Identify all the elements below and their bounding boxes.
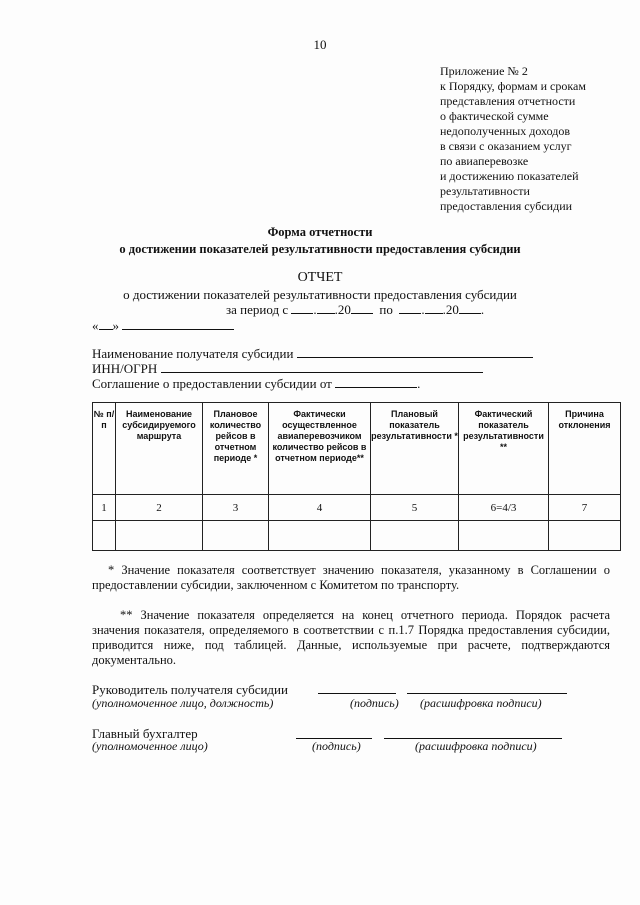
table-cell[interactable] [203, 521, 269, 551]
accountant-label: Главный бухгалтер [92, 726, 198, 741]
appendix-line: предоставления субсидии [440, 199, 573, 213]
period-year-prefix: .20 [334, 302, 351, 317]
head-signature-caption: (подпись) [350, 696, 399, 710]
accountant-note: (уполномоченное лицо) [92, 739, 208, 753]
agreement-end: . [417, 376, 421, 391]
head-signature-label: Руководитель получателя субсидии [92, 682, 288, 697]
appendix-line: и достижению показателей [440, 169, 579, 183]
table-cell[interactable] [116, 521, 203, 551]
period-to-day[interactable] [399, 302, 421, 314]
appendix-line: результативности [440, 184, 530, 198]
period-from-day[interactable] [291, 302, 313, 314]
head-decode-caption: (расшифровка подписи) [420, 696, 542, 710]
report-subtitle: о достижении показателей результативности предоставления субсидии [123, 287, 517, 302]
date-day-field[interactable] [99, 318, 113, 330]
head-decode-line[interactable] [407, 692, 567, 694]
head-signature-note: (уполномоченное лицо, должность) [92, 696, 274, 710]
appendix-line: представления отчетности [440, 94, 576, 108]
number-cell: 7 [549, 495, 621, 521]
head-signature-line[interactable] [318, 692, 396, 694]
form-title: Форма отчетности [267, 225, 373, 239]
appendix-line: недополученных доходов [440, 124, 570, 138]
table-header-row [93, 403, 621, 495]
period-from-month[interactable] [317, 302, 335, 314]
date-quote-open: « [92, 318, 99, 333]
period-end: . [480, 302, 485, 317]
inn-label: ИНН/ОГРН [92, 361, 158, 376]
appendix-line: в связи с оказанием услуг [440, 139, 572, 153]
appendix-line: о фактической сумме [440, 109, 549, 123]
number-cell: 6=4/3 [459, 495, 549, 521]
inn-row [92, 361, 483, 377]
accountant-decode-caption: (расшифровка подписи) [415, 739, 537, 753]
appendix-line: Приложение № 2 [440, 64, 528, 78]
report-table [92, 402, 621, 551]
recipient-label: Наименование получателя субсидии [92, 346, 294, 361]
table-number-row [93, 495, 621, 521]
table-cell[interactable] [371, 521, 459, 551]
table-cell[interactable] [269, 521, 371, 551]
form-subtitle: о достижении показателей результативности предоставления субсидии [119, 242, 521, 256]
agreement-date-field[interactable] [335, 376, 417, 388]
header-cell: Плановое количество рейсов в отчетном периоде * [203, 403, 269, 495]
report-date [92, 318, 234, 334]
number-cell: 2 [116, 495, 203, 521]
number-cell: 5 [371, 495, 459, 521]
header-cell: № п/п [93, 403, 116, 495]
inn-field[interactable] [161, 361, 483, 373]
table-row [93, 521, 621, 551]
header-cell: Фактически осуществленное авиаперевозчиком количество рейсов в отчетном периоде** [269, 403, 371, 495]
report-title: ОТЧЕТ [297, 270, 343, 285]
table-cell[interactable] [93, 521, 116, 551]
header-cell: Фактический показатель результативности ** [459, 403, 549, 495]
appendix-line: к Порядку, формам и срокам [440, 79, 586, 93]
recipient-row [92, 346, 533, 362]
agreement-label: Соглашение о предоставлении субсидии от [92, 376, 332, 391]
period-to: по [379, 302, 393, 317]
period-to-month[interactable] [425, 302, 443, 314]
appendix-block [440, 64, 586, 214]
table-cell[interactable] [549, 521, 621, 551]
footnote-1: * Значение показателя соответствует значению показателя, указанному в Соглашении о предоставлении субсидии, заключенном с Комитетом по транспорту. [92, 563, 610, 592]
number-cell: 1 [93, 495, 116, 521]
accountant-signature-caption: (подпись) [312, 739, 361, 753]
header-cell: Плановый показатель результативности * [371, 403, 459, 495]
number-cell: 4 [269, 495, 371, 521]
number-cell: 3 [203, 495, 269, 521]
header-cell: Причина отклонения [549, 403, 621, 495]
table-cell[interactable] [459, 521, 549, 551]
period-sep: . [421, 302, 425, 317]
period-to-year[interactable] [459, 302, 481, 314]
report-period [226, 302, 484, 318]
period-sep: . [313, 302, 317, 317]
footnote-2: ** Значение показателя определяется на конец отчетного периода. Порядок расчета значения показателя, определяемого в соответствии с п.1.7 Порядка предоставления субсидии, приводится ниже, под таблицей. Данные, используемые при расчете, подтверждаются документально. [92, 608, 610, 667]
header-cell: Наименование субсидируемого маршрута [116, 403, 203, 495]
recipient-field[interactable] [297, 346, 533, 358]
agreement-row [92, 376, 420, 392]
page-number: 10 [313, 37, 327, 52]
appendix-line: по авиаперевозке [440, 154, 529, 168]
period-year-prefix: .20 [442, 302, 459, 317]
period-prefix: за период с [226, 302, 289, 317]
date-quote-close: » [112, 318, 119, 333]
period-from-year[interactable] [351, 302, 373, 314]
date-month-field[interactable] [122, 318, 234, 330]
